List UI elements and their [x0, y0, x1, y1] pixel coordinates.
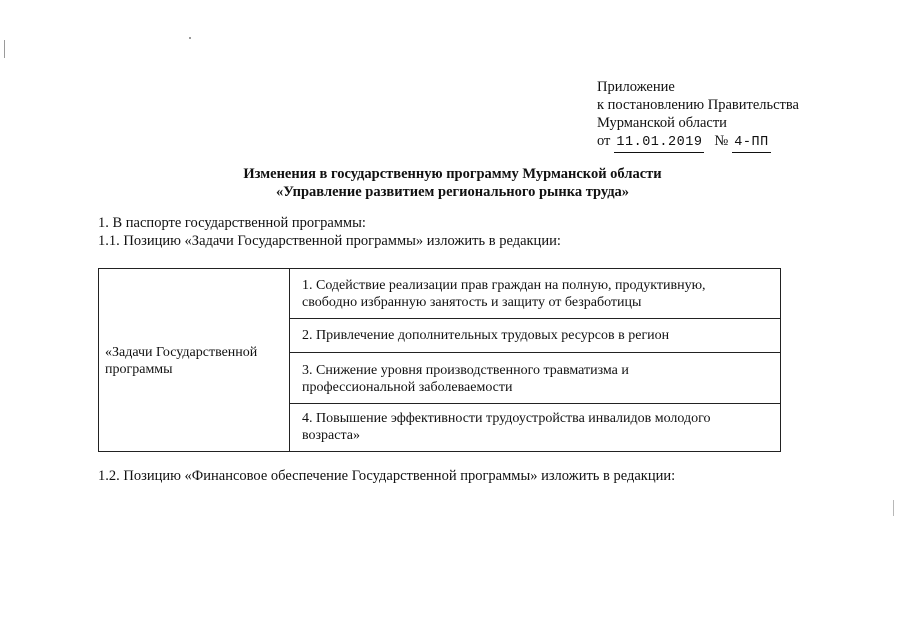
task-line: 4. Повышение эффективности трудоустройства инвалидов молодого [302, 411, 711, 426]
title-line: «Управление развитием регионального рынка труда» [275, 184, 630, 200]
program-tasks-table [98, 268, 781, 452]
tasks-label-cell [99, 269, 290, 452]
task-line: 2. Привлечение дополнительных трудовых ресурсов в регион [302, 328, 670, 343]
task-line: 3. Снижение уровня производственного травматизма и [302, 363, 629, 378]
approval-stamp-block [597, 78, 799, 153]
scan-edge-mark [893, 500, 894, 516]
task-line: 1. Содействие реализации прав граждан на полную, продуктивную, [302, 278, 706, 293]
document-title [0, 165, 905, 201]
label-line: программы [105, 361, 173, 377]
task-line: возраста» [302, 428, 360, 443]
approval-date-number-line [597, 132, 799, 153]
approval-line: Мурманской области [597, 115, 727, 131]
scan-edge-mark [4, 40, 5, 58]
task-cell [290, 319, 781, 353]
title-line: Изменения в государственную программу Мурманской области [243, 166, 662, 182]
paragraph-1-2: 1.2. Позицию «Финансовое обеспечение Государственной программы» изложить в редакции: [98, 468, 676, 484]
task-cell [290, 404, 781, 452]
label-line: «Задачи Государственной [105, 344, 258, 360]
paragraph-1-1: 1.1. Позицию «Задачи Государственной программы» изложить в редакции: [98, 233, 561, 249]
document-number: 4-ПП [732, 134, 770, 153]
task-line: профессиональной заболеваемости [302, 380, 513, 395]
task-line: свободно избранную занятость и защиту от безработицы [302, 295, 642, 310]
date-prefix: от [597, 133, 611, 149]
number-sign: № [714, 133, 729, 149]
task-cell [290, 353, 781, 404]
task-cell [290, 269, 781, 319]
table-row [99, 269, 781, 319]
paragraph-1: 1. В паспорте государственной программы: [98, 215, 366, 231]
approval-line: к постановлению Правительства [597, 97, 799, 113]
approval-line: Приложение [597, 79, 675, 95]
scan-speck [189, 37, 191, 39]
date-value: 11.01.2019 [614, 134, 704, 153]
